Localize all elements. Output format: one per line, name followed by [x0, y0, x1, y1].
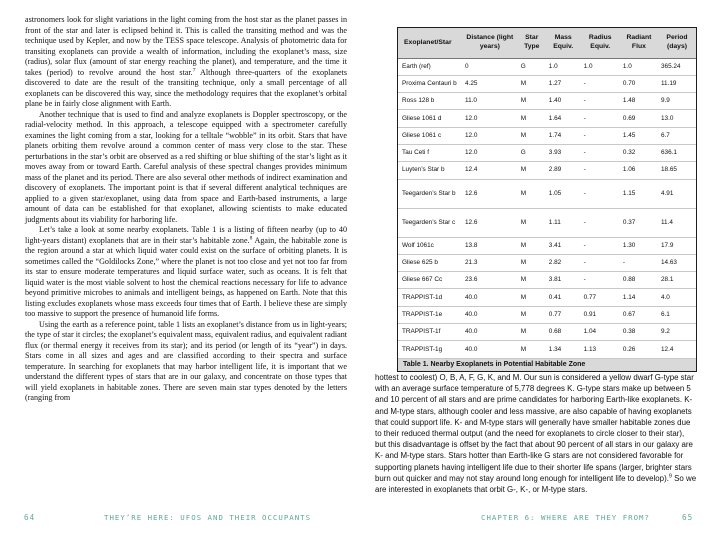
cell-flux: 1.0: [620, 58, 658, 75]
cell-mass: 2.82: [546, 254, 581, 271]
cell-mass: 3.93: [546, 144, 581, 161]
cell-exoplanet-name: Wolf 1061c: [398, 237, 462, 254]
cell-star-type: M: [518, 162, 546, 179]
cell-period: 11.4: [658, 208, 696, 237]
cell-radius: -: [581, 237, 620, 254]
table-row: [398, 341, 696, 358]
cell-exoplanet-name: Teegarden’s Star b: [398, 179, 462, 208]
cell-period: 12.4: [658, 341, 696, 358]
table-caption: Table 1. Nearby Exoplanets in Potential Habitable Zone: [398, 358, 696, 371]
cell-radius: -: [581, 110, 620, 127]
right-page: [360, 0, 720, 540]
cell-exoplanet-name: Gliese 667 Cc: [398, 272, 462, 289]
cell-period: 11.19: [658, 75, 696, 92]
cell-star-type: M: [518, 306, 546, 323]
cell-star-type: M: [518, 127, 546, 144]
cell-star-type: M: [518, 110, 546, 127]
cell-radius: -: [581, 208, 620, 237]
cell-exoplanet-name: Teegarden’s Star c: [398, 208, 462, 237]
cell-exoplanet-name: TRAPPIST-1f: [398, 324, 462, 341]
table-row: [398, 93, 696, 110]
cell-radius: 0.77: [581, 289, 620, 306]
cell-flux: 0.69: [620, 110, 658, 127]
cell-mass: 3.81: [546, 272, 581, 289]
cell-distance: 11.0: [462, 93, 518, 110]
cell-star-type: M: [518, 75, 546, 92]
cell-distance: 0: [462, 58, 518, 75]
cell-period: 18.65: [658, 162, 696, 179]
cell-period: 4.0: [658, 289, 696, 306]
table-row: [398, 75, 696, 92]
cell-distance: 4.25: [462, 75, 518, 92]
cell-exoplanet-name: TRAPPIST-1e: [398, 306, 462, 323]
cell-radius: -: [581, 162, 620, 179]
cell-radius: -: [581, 144, 620, 161]
cell-distance: 12.0: [462, 127, 518, 144]
cell-star-type: M: [518, 289, 546, 306]
cell-mass: 2.89: [546, 162, 581, 179]
cell-flux: 0.67: [620, 306, 658, 323]
header-exoplanet: Exoplanet/Star: [398, 28, 462, 58]
table-body: [398, 58, 696, 358]
cell-distance: 12.0: [462, 144, 518, 161]
cell-exoplanet-name: Earth (ref): [398, 58, 462, 75]
cell-exoplanet-name: Gliese 625 b: [398, 254, 462, 271]
cell-distance: 23.6: [462, 272, 518, 289]
footnote-ref-8[interactable]: 8: [249, 234, 253, 241]
cell-mass: 0.41: [546, 289, 581, 306]
header-mass: Mass Equiv.: [546, 28, 581, 58]
right-body-text: [375, 372, 697, 495]
cell-mass: 1.64: [546, 110, 581, 127]
table-row: [398, 237, 696, 254]
cell-flux: 1.30: [620, 237, 658, 254]
cell-period: 6.1: [658, 306, 696, 323]
cell-distance: 40.0: [462, 289, 518, 306]
left-body-text: [25, 15, 347, 404]
cell-period: 28.1: [658, 272, 696, 289]
cell-period: 365.24: [658, 58, 696, 75]
cell-star-type: M: [518, 208, 546, 237]
table-row: [398, 324, 696, 341]
cell-exoplanet-name: Proxima Centauri b: [398, 75, 462, 92]
page-number-right: 65: [682, 513, 694, 522]
table-row: [398, 144, 696, 161]
cell-period: 9.9: [658, 93, 696, 110]
cell-flux: -: [620, 254, 658, 271]
cell-radius: 1.13: [581, 341, 620, 358]
cell-exoplanet-name: TRAPPIST-1g: [398, 341, 462, 358]
paragraph-4: Using the earth as a reference point, table 1 lists an exoplanet’s distance from us in light-years; the type of star it circles; the exoplanet’s equivalent mass, equivalent radius, and equivalent radiant flux (or thermal energy it receives from its star); and its period (or length of its “year”) in days. Stars come in all sizes and ages and are classified according to their spectra and surface temperature. In searching for exoplanets that may harbor intelligent life, it is important that we understand the different types of stars that are in our galaxy, and concentrate on those types that will yield exoplanets in habitable zones. There are seven main star types denoted by the letters (ranging from: [25, 319, 347, 402]
table-row: [398, 110, 696, 127]
exoplanet-table: [397, 27, 697, 372]
cell-exoplanet-name: Gliese 1061 c: [398, 127, 462, 144]
cell-flux: 1.14: [620, 289, 658, 306]
cell-flux: 1.06: [620, 162, 658, 179]
footnote-ref-7[interactable]: 7: [192, 66, 196, 73]
cell-exoplanet-name: Luyten’s Star b: [398, 162, 462, 179]
cell-distance: 13.8: [462, 237, 518, 254]
cell-flux: 0.37: [620, 208, 658, 237]
cell-period: 14.63: [658, 254, 696, 271]
cell-distance: 12.0: [462, 110, 518, 127]
cell-exoplanet-name: TRAPPIST-1d: [398, 289, 462, 306]
cell-star-type: M: [518, 324, 546, 341]
page-number-left: 64: [24, 513, 36, 522]
table-row: [398, 289, 696, 306]
paragraph-right: hottest to coolest) O, B, A, F, G, K, and M. Our sun is considered a yellow dwarf G-type star with an average surface temperature of 5,778 degrees K. G-type stars make up between 5 and 10 percent of all stars and are prime candidates for harboring Earth-like exoplanets. K- and M-type stars, although cooler and less massive, are also capable of having exoplanets that could support life. K- and M-type stars will generally have smaller habitable zones due to their reduced thermal output (and the need for exoplanets to circle closer to their star), but this disadvantage is offset by the fact that about 90 percent of all stars in our galaxy are K- and M-type stars. Stars hotter than Earth-like G stars are not considered favorable for supporting planets having intelligent life due to their shorter life spans (larger, brighter stars burn out quicker and may not stay around long enough for intelligent life to develop).$^9$ So we are interested in exoplanets that orbit G-, K-, or M-type stars.: [375, 373, 697, 495]
cell-period: 4.91: [658, 179, 696, 208]
cell-distance: 12.6: [462, 208, 518, 237]
cell-period: 9.2: [658, 324, 696, 341]
paragraph-1: astronomers look for slight variations in the light coming from the host star as the planet passes in front of the star and later is eclipsed behind it. This is called the transiting method and was the technique used by Kepler, and now by the TESS space telescope. Analysis of photometric data for transiting exoplanets can provide a wealth of information, including the exoplanet’s mass, size (radius), solar flux (amount of star energy reaching the planet), and temperature, and the time it takes (period) to revolve around the host star.$^7$ Although three-quarters of the exoplanets discovered to date are the result of the transiting technique, only a small percentage of all exoplanets can be discovered this way, since the methodology requires that the exoplanet’s orbital plane be in fairly close alignment with Earth.: [25, 15, 347, 108]
cell-distance: 40.0: [462, 306, 518, 323]
cell-period: 17.9: [658, 237, 696, 254]
table-row: [398, 208, 696, 237]
footnote-ref-9[interactable]: 9: [668, 473, 672, 480]
running-head-right: CHAPTER 6: WHERE ARE THEY FROM?: [481, 513, 650, 522]
cell-flux: 1.48: [620, 93, 658, 110]
table-row: [398, 179, 696, 208]
cell-star-type: M: [518, 237, 546, 254]
cell-distance: 21.3: [462, 254, 518, 271]
cell-star-type: M: [518, 254, 546, 271]
cell-radius: -: [581, 75, 620, 92]
cell-radius: -: [581, 254, 620, 271]
cell-exoplanet-name: Tau Ceti f: [398, 144, 462, 161]
cell-distance: 12.6: [462, 179, 518, 208]
cell-mass: 1.40: [546, 93, 581, 110]
header-flux: Radiant Flux: [620, 28, 658, 58]
cell-mass: 1.11: [546, 208, 581, 237]
cell-radius: 1.04: [581, 324, 620, 341]
cell-mass: 1.05: [546, 179, 581, 208]
cell-flux: 0.70: [620, 75, 658, 92]
cell-mass: 1.0: [546, 58, 581, 75]
header-distance: Distance (light years): [462, 28, 518, 58]
cell-flux: 1.15: [620, 179, 658, 208]
cell-flux: 0.88: [620, 272, 658, 289]
running-head-left: THEY’RE HERE: UFOS AND THEIR OCCUPANTS: [104, 513, 312, 522]
cell-flux: 0.38: [620, 324, 658, 341]
cell-distance: 12.4: [462, 162, 518, 179]
header-radius: Radius Equiv.: [581, 28, 620, 58]
cell-flux: 1.45: [620, 127, 658, 144]
cell-radius: 1.0: [581, 58, 620, 75]
cell-period: 636.1: [658, 144, 696, 161]
cell-mass: 3.41: [546, 237, 581, 254]
cell-mass: 0.68: [546, 324, 581, 341]
cell-period: 13.0: [658, 110, 696, 127]
cell-star-type: M: [518, 179, 546, 208]
cell-star-type: G: [518, 58, 546, 75]
table-row: [398, 58, 696, 75]
cell-radius: 0.91: [581, 306, 620, 323]
header-star-type: Star Type: [518, 28, 546, 58]
cell-mass: 0.77: [546, 306, 581, 323]
table-row: [398, 272, 696, 289]
cell-radius: -: [581, 179, 620, 208]
paragraph-2: Another technique that is used to find and analyze exoplanets is Doppler spectroscopy, or the radial-velocity method. In this approach, a telescope equipped with a spectrometer carefully examines the light coming from a star, looking for a telltale “wobble” in its orbit. Stars that have planets orbiting them revolve around a common center of mass very close to the star. These perturbations in the star’s orbit are observed as a red shifting or blue shifting of the star’s light as it moves away from or toward Earth. Careful analysis of these spectral changes provides minimum mass of the planet and its period. There are also several other methods of indirect examination and discovery of exoplanets. The important point is that if several different analytical techniques are applied to a given star/exoplanet, using data from space and Earth-based instruments, a large amount of data can be established for that exoplanet, allowing scientists to make educated judgments about its viability for harboring life.: [25, 109, 347, 224]
cell-radius: -: [581, 93, 620, 110]
cell-mass: 1.74: [546, 127, 581, 144]
cell-period: 6.7: [658, 127, 696, 144]
paragraph-3: Let’s take a look at some nearby exoplanets. Table 1 is a listing of fifteen nearby (up to 40 light-years distant) exoplanets that are in their star’s habitable zone.$^8$ Again, the habitable zone is the region around a star at which liquid water could exist on the surface of orbiting planets. It is sometimes called the “Goldilocks Zone,” where the planet is not too close and yet not too far from its star to ensure moderate temperatures and liquid surface water, such as oceans. It is felt that liquid water is the most viable solvent to host the chemical reactions necessary for life to advance beyond primitive microbes to animals and intelligent beings, as happened on Earth. Note that this listing excludes exoplanets whose mass exceeds four times that of Earth. I believe these are simply too massive to support the presence of humanoid life forms.: [25, 225, 347, 318]
table-row: [398, 306, 696, 323]
cell-radius: -: [581, 272, 620, 289]
cell-star-type: M: [518, 341, 546, 358]
cell-exoplanet-name: Gliese 1061 d: [398, 110, 462, 127]
header-period: Period (days): [658, 28, 696, 58]
cell-mass: 1.27: [546, 75, 581, 92]
cell-star-type: M: [518, 272, 546, 289]
cell-mass: 1.34: [546, 341, 581, 358]
cell-flux: 0.26: [620, 341, 658, 358]
table-header-row: [398, 28, 696, 58]
cell-distance: 40.0: [462, 324, 518, 341]
table-row: [398, 254, 696, 271]
cell-radius: -: [581, 127, 620, 144]
table-row: [398, 127, 696, 144]
cell-exoplanet-name: Ross 128 b: [398, 93, 462, 110]
cell-star-type: M: [518, 93, 546, 110]
cell-flux: 0.32: [620, 144, 658, 161]
cell-distance: 40.0: [462, 341, 518, 358]
table-row: [398, 162, 696, 179]
cell-star-type: G: [518, 144, 546, 161]
